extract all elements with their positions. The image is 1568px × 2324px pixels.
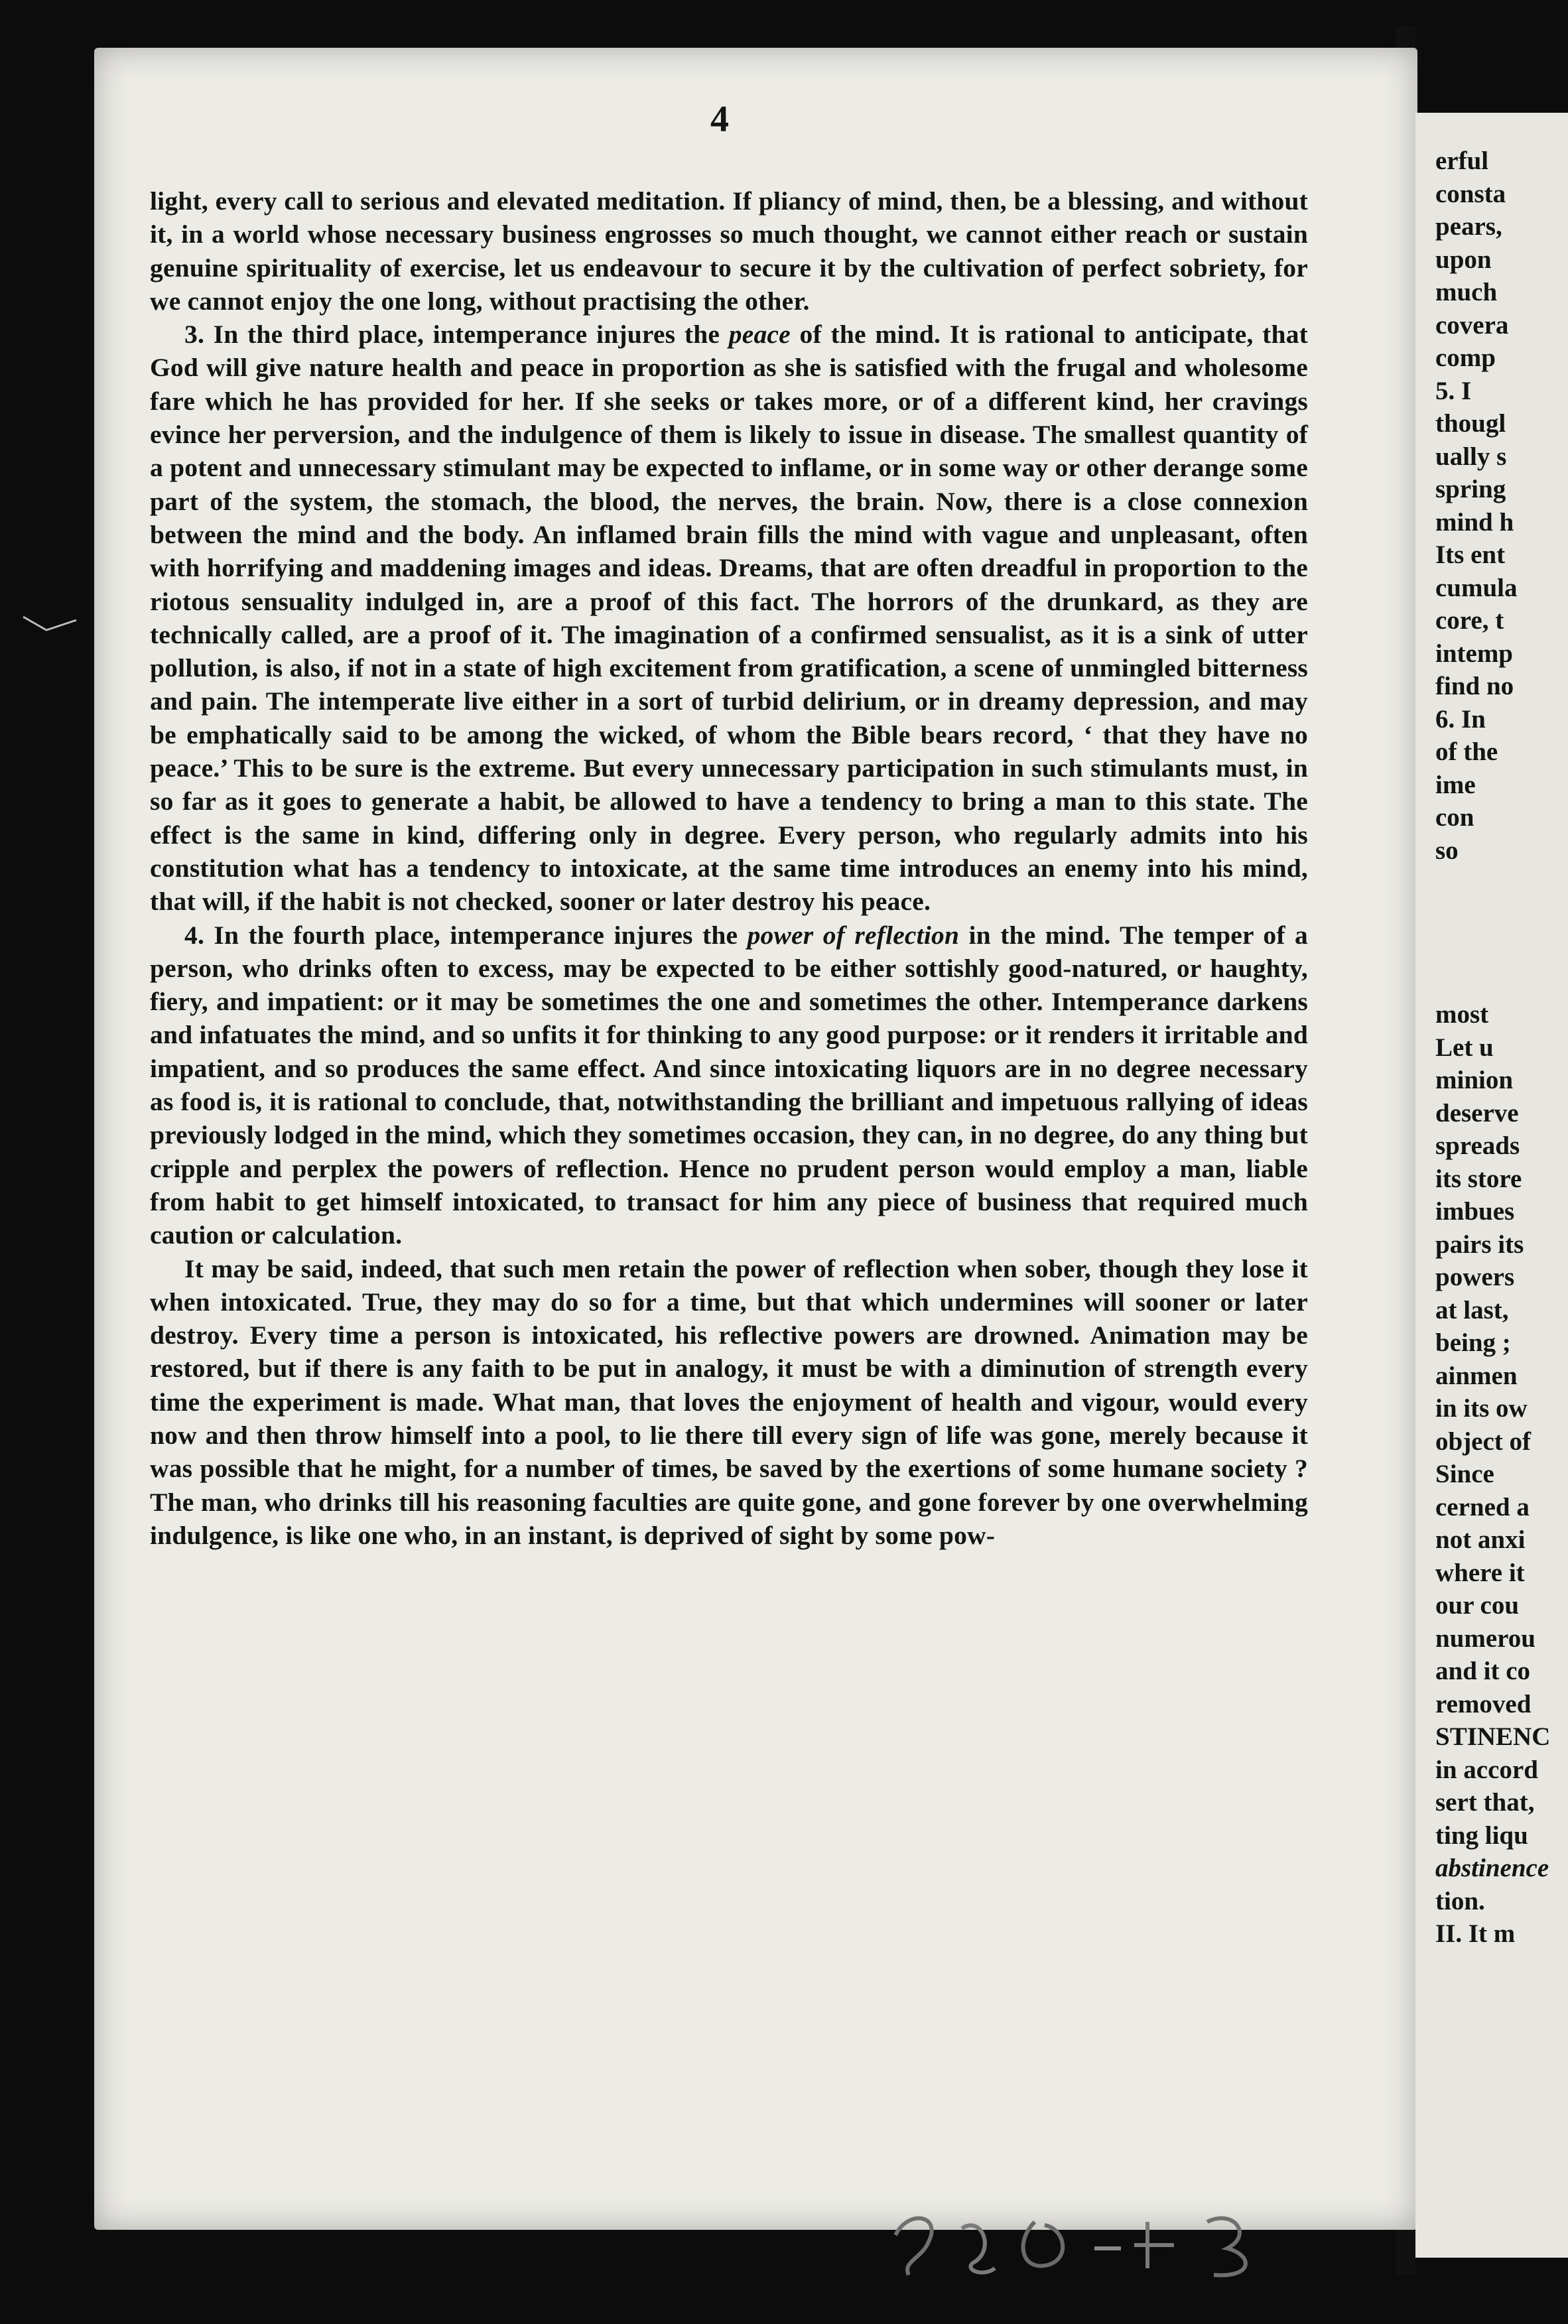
facing-page-line: con (1435, 803, 1474, 832)
facing-page-line (1435, 966, 1568, 999)
emphasis-power-of-reflection: power of reflection (747, 920, 960, 950)
facing-page-line: pears, (1435, 212, 1502, 241)
facing-page-line: thougl (1435, 409, 1506, 438)
paragraph-continuation: light, every call to serious and elevated meditation. If pliancy of mind, then, be a blessing, and without it, in a world whose necessary business engrosses so much thought, we cannot either reach or sustain genuine spirituality of exercise, let us endeavour to secure it by the cultivation of perfect sobriety, for we cannot enjoy the one long, without practising the other. (150, 186, 1308, 316)
facing-page-line: 6. In (1435, 704, 1486, 734)
facing-page-line: our cou (1435, 1591, 1520, 1620)
paragraph-fourth-point: 4. In the fourth place, intemperance injures the power of reflection in the mind. The temper of a person, who drinks often to excess, may be expected to be either sottishly good-natured, or haughty, fiery, and impatient: or it may be sometimes the one and sometimes the other. Intemperance darkens and infatuates the mind, and so unfits it for thinking to any good purpose: or it renders it irritable and impatient, and so produces the same effect. And since intoxicating liquors are in no degree necessary as food is, it is rational to conclude, that, notwithstanding the brilliant and impetuous rallying of ideas previously lodged in the mind, which they sometimes occasion, they can, in no degree, do any thing but cripple and perplex the powers of reflection. Hence no prudent person would employ a man, liable from habit to get himself intoxicated, to transact for him any piece of business that required much caution or calculation. (150, 920, 1309, 1250)
facing-page-line: where it (1435, 1558, 1525, 1587)
facing-page-line: spring (1435, 475, 1506, 503)
facing-page-line: cerned a (1435, 1492, 1530, 1521)
page-number: 4 (710, 99, 729, 140)
facing-page-line: ually s (1435, 442, 1507, 471)
facing-page (1415, 113, 1568, 2258)
facing-page-line: object of (1435, 1427, 1532, 1456)
facing-page-line: tion. (1435, 1886, 1485, 1915)
facing-page-line: powers (1435, 1263, 1515, 1291)
facing-page-line: spreads (1435, 1131, 1520, 1160)
facing-page-line: at last, (1435, 1295, 1509, 1324)
paragraph-objection: It may be said, indeed, that such men retain the power of reflection when sober, though they lose it when intoxicated. True, they may do so for a time, but that which undermines will sooner or later destroy. Every time a person is intoxicated, his reflective powers are drowned. Animation may be restored, but if there is any faith to be put in analogy, it must be with a diminution of strength every time the experiment is made. What man, that loves the enjoyment of health and vigour, would every now and then throw himself into a pool, to lie there till every sign of life was gone, merely because it was possible that he might, for a number of times, be saved by the exertions of some humane society ? The man, who drinks till his reasoning faculties are quite gone, and gone forever by one overwhelming indulgence, is like one who, in an instant, is deprived of sight by some pow- (150, 1254, 1308, 1550)
facing-page-line: being ; (1435, 1328, 1511, 1357)
facing-page-line: cumula (1435, 573, 1518, 602)
facing-page-line (1435, 867, 1568, 900)
facing-page-line: mind h (1435, 507, 1514, 537)
facing-page-line: numerou (1435, 1624, 1535, 1653)
facing-page-line: comp (1435, 344, 1496, 372)
facing-page-line: imbues (1435, 1197, 1515, 1226)
facing-page-line: so (1435, 836, 1459, 865)
margin-mark (20, 610, 80, 637)
emphasis-peace: peace (728, 320, 791, 350)
body-text (150, 184, 1308, 1552)
facing-page-line: in accord (1435, 1755, 1538, 1784)
facing-page-line: pairs its (1435, 1230, 1524, 1259)
facing-page-line: abstinence (1435, 1854, 1549, 1882)
handwritten-scribble (882, 2195, 1293, 2288)
facing-page-line: STINENC (1435, 1722, 1551, 1751)
facing-page-line: erful (1435, 147, 1489, 175)
facing-page-line: ainmen (1435, 1361, 1518, 1390)
facing-page-line: Its ent (1435, 541, 1506, 569)
facing-page-line: much (1435, 278, 1498, 306)
paragraph-third-point: 3. In the third place, intemperance injures the peace of the mind. It is rational to anticipate, that God will give nature health and peace in proportion as she is satisfied with the frugal and wholesome fare which he has provided for her. If she seeks or takes more, or of a different kind, her cravings evince her perversion, and the indulgence of them is likely to issue in disease. The smallest quantity of a potent and unnecessary stimulant may be expected to inflame, or in some way or other derange some part of the system, the stomach, the blood, the nerves, the brain. Now, there is a close connexion between the mind and the body. An inflamed brain fills the mind with vague and unpleasant, often with horrifying and maddening images and ideas. Dreams, that are often dreadful in proportion to the riotous sensuality indulged in, are a proof of this fact. The horrors of the drunkard, as they are technically called, are a proof of it. The imagination of a confirmed sensualist, as it is a sink of utter pollution, is also, if not in a state of high excitement from gratification, a scene of unmingled bitterness and pain. The intemperate live either in a sort of turbid delirium, or in dreamy depression, and may be emphatically said to be among the wicked, of whom the Bible bears record, ‘ that they have no peace.’ This to be sure is the extreme. But every unnecessary participation in such stimulants must, in so far as it goes to generate a habit, be allowed to have a tendency to bring a man to this state. The effect is the same in kind, differing only in degree. Every person, who regularly admits into his constitution what has a tendency to intoxicate, at the same time introduces an enemy into his mind, that will, if the habit is not checked, sooner or later destroy his peace. (150, 320, 1309, 917)
facing-page-line: removed (1435, 1689, 1532, 1718)
facing-page-line (1435, 900, 1568, 933)
facing-page-line: in its ow (1435, 1394, 1528, 1423)
facing-page-line: find no (1435, 672, 1514, 700)
facing-page-line: covera (1435, 310, 1509, 340)
facing-page-line: ting liqu (1435, 1821, 1528, 1850)
facing-page-line: most (1435, 1000, 1489, 1029)
facing-page-line: sert that, (1435, 1788, 1535, 1817)
facing-page-line: and it co (1435, 1657, 1531, 1685)
facing-page-line: core, t (1435, 606, 1504, 635)
facing-page-text (1415, 113, 1568, 1951)
facing-page-line: 5. I (1435, 376, 1472, 405)
facing-page-line: consta (1435, 179, 1506, 208)
facing-page-line: upon (1435, 245, 1492, 274)
facing-page-line: minion (1435, 1066, 1514, 1094)
facing-page-line: Let u (1435, 1033, 1494, 1062)
facing-page-line: ime (1435, 770, 1476, 799)
facing-page-line: deserve (1435, 1098, 1519, 1128)
facing-page-line: intemp (1435, 639, 1513, 668)
facing-page-line: not anxi (1435, 1525, 1526, 1554)
facing-page-line: of the (1435, 738, 1498, 766)
facing-page-line: Since (1435, 1460, 1494, 1488)
facing-page-line: its store (1435, 1164, 1522, 1193)
facing-page-line: II. It m (1435, 1919, 1516, 1948)
facing-page-line (1435, 933, 1568, 966)
